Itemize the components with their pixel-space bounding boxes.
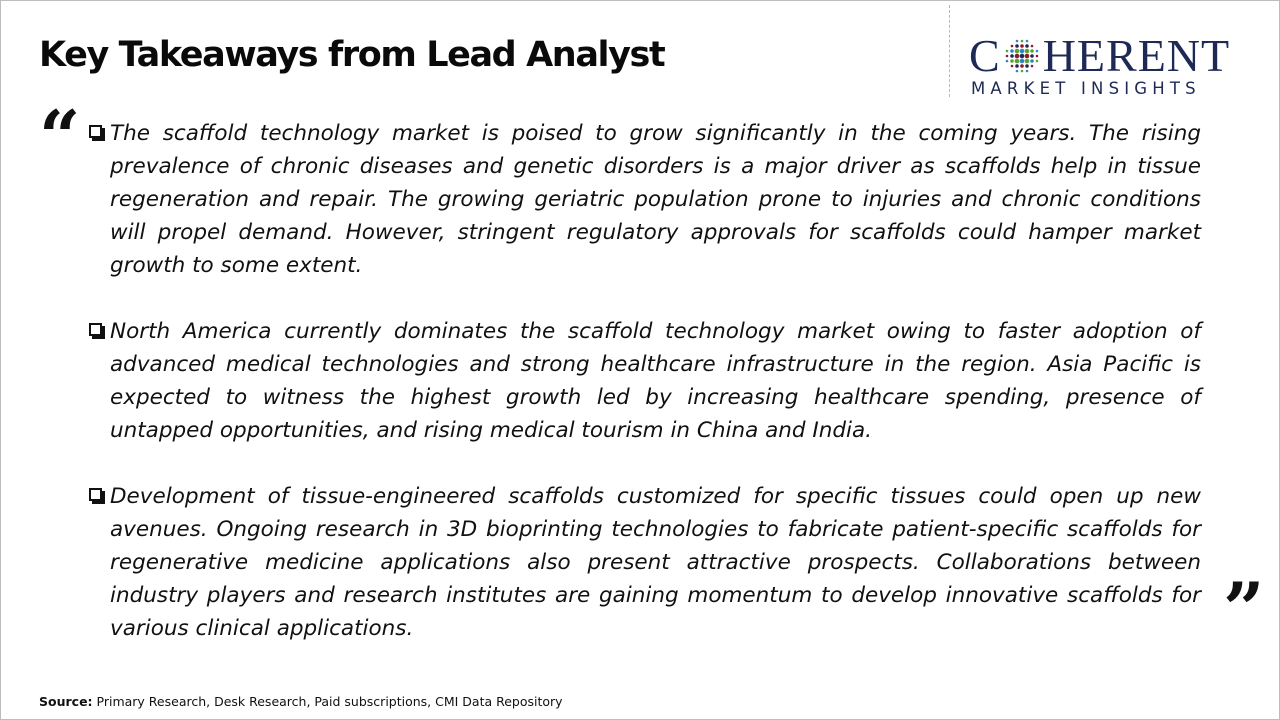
close-quote-icon: ”	[1223, 566, 1265, 651]
logo-wordmark	[969, 31, 1230, 81]
source-note	[39, 694, 563, 709]
list-item	[87, 117, 1201, 282]
logo-dot	[1015, 70, 1018, 73]
takeaway-text: The scaffold technology market is poised to grow significantly in the coming years. The rising prevalence of chronic diseases and genetic disorders is a major driver as scaffolds help in tissue regeneration and repair. The growing geriatric population prone to injuries and chronic conditions will propel demand. However, stringent regulatory approvals for scaffolds could hamper market growth to some extent.	[110, 121, 1201, 278]
logo-dot	[1019, 54, 1024, 59]
logo-dot	[1020, 40, 1023, 43]
open-quote-icon: “	[39, 94, 81, 179]
logo-dot	[1025, 44, 1029, 48]
logo-dot	[1030, 49, 1034, 53]
logo-mark-icon	[1002, 34, 1042, 78]
company-logo	[969, 31, 1261, 101]
logo-dot	[1035, 55, 1038, 58]
logo-dot	[1024, 54, 1029, 59]
page-title: Key Takeaways from Lead Analyst	[39, 35, 665, 75]
takeaways-list	[87, 117, 1201, 678]
logo-dot	[1024, 49, 1029, 54]
takeaway-text: North America currently dominates the scaffold technology market owing to faster adoption of advanced medical technologies and strong healthcare infrastructure in the region. Asia Pacific is expected to witness the highest growth led by increasing healthcare spending, presence of untapped opportunities, and rising medical tourism in China and India.	[110, 319, 1201, 443]
logo-word-part2: HERENT	[1042, 30, 1231, 81]
logo-dot	[1010, 54, 1014, 58]
list-item	[87, 315, 1201, 447]
checkbox-bullet-icon	[89, 125, 102, 138]
logo-dot	[1025, 70, 1028, 73]
list-item	[87, 480, 1201, 645]
source-label: Source:	[39, 694, 93, 709]
logo-dot	[1014, 49, 1019, 54]
logo-dot	[1019, 49, 1024, 54]
checkbox-bullet-icon	[89, 323, 102, 336]
logo-dot	[1010, 45, 1013, 48]
logo-dot	[1010, 65, 1013, 68]
logo-dot	[1005, 55, 1008, 58]
source-text: Primary Research, Desk Research, Paid subscriptions, CMI Data Repository	[92, 694, 563, 709]
logo-dot	[1030, 59, 1034, 63]
logo-dot	[1030, 65, 1033, 68]
logo-dot	[1024, 59, 1029, 64]
logo-dot	[1015, 44, 1019, 48]
logo-dot	[1030, 45, 1033, 48]
logo-dot	[1014, 54, 1019, 59]
logo-dot	[1020, 70, 1023, 73]
logo-dot	[1015, 64, 1019, 68]
logo-dot	[1035, 60, 1038, 63]
logo-tagline: MARKET INSIGHTS	[971, 79, 1201, 98]
logo-dot	[1025, 40, 1028, 43]
logo-dot	[1005, 60, 1008, 63]
logo-dot	[1035, 50, 1038, 53]
logo-dot	[1010, 59, 1014, 63]
logo-dot	[1005, 50, 1008, 53]
logo-dot	[1014, 59, 1019, 64]
logo-dot	[1015, 40, 1018, 43]
logo-dot	[1020, 64, 1024, 68]
logo-dot	[1025, 64, 1029, 68]
logo-dot	[1030, 54, 1034, 58]
logo-dot	[1010, 49, 1014, 53]
logo-dot	[1019, 59, 1024, 64]
logo-dot	[1020, 44, 1024, 48]
logo-word-part1: C	[969, 30, 1001, 81]
takeaway-text: Development of tissue-engineered scaffolds customized for specific tissues could open up new avenues. Ongoing research in 3D bioprinting technologies to fabricate patient-specific scaffolds for regenerative medicine applications also present attractive prospects. Collaborations between industry players and research institutes are gaining momentum to develop innovative scaffolds for various clinical applications.	[110, 484, 1201, 641]
logo-divider	[949, 5, 950, 97]
checkbox-bullet-icon	[89, 488, 102, 501]
